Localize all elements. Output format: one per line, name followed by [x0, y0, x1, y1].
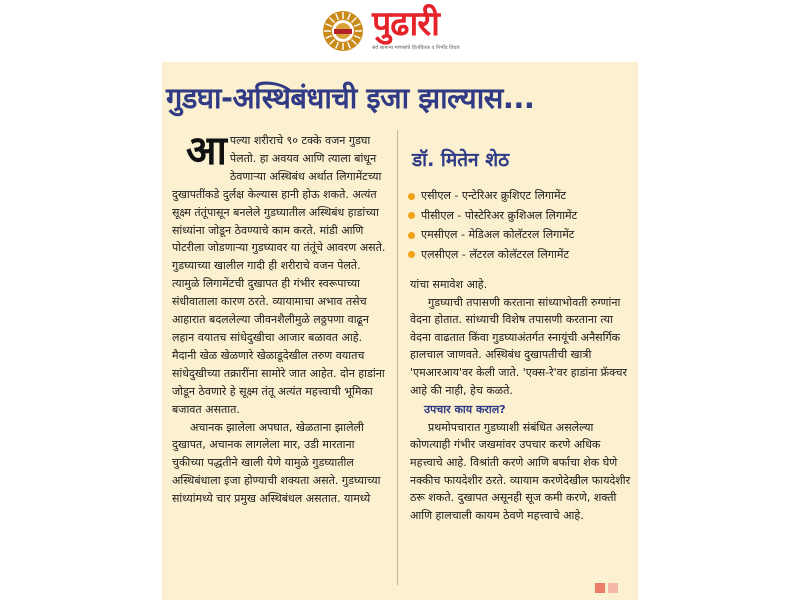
bullet-icon [408, 212, 415, 219]
paragraph: अचानक झालेला अपघात, खेळताना झालेली दुखापत, अचानक लागलेला मार, उडी मारताना चुकीच्या पद्धतीने खाली येणे यामुळे गुडघ्यातील अस्थिबंधाला इजा होण्याची शक्यता असते. गुडघ्याच्या सांध्यांमध्ये चार प्रमुख अस्थिबंधल असतात. यामध्ये [172, 420, 381, 506]
list-item-text: एसीएल - एन्टेरिअर क्रुशिएट लिगामेंट [421, 189, 567, 202]
list-item [408, 206, 630, 226]
author-byline: डॉ. मितेन शेठ [412, 149, 510, 171]
logo-emblem-icon [320, 8, 366, 54]
list-item-text: एमसीएल - मेडिअल कोलॅटरल लिगामेंट [421, 228, 575, 241]
bullet-icon [408, 232, 415, 239]
column-divider [397, 130, 398, 585]
list-item [408, 225, 630, 245]
bullet-icon [408, 251, 415, 258]
subheading: उपचार काय कराल? [424, 403, 506, 417]
ligament-list [408, 186, 630, 264]
article-headline: गुडघा-अस्थिबंधाची इजा झाल्यास... [166, 81, 535, 115]
paragraph: पल्या शरीराचे ९० टक्के वजन गुडघा पेलतो. हा अवयव आणि त्याला बांधून ठेवणाऱ्या अस्थिबंध अर्थात लिगामेंटच्या दुखापतींकडे दुर्लक्ष केल्यास हानी होऊ शकते. अत्यंत सूक्ष्म तंतूंपासून बनलेले गुडघ्यातील अस्थिबंध हाडांच्या सांध्यांना जोडून ठेवण्याचे काम करते. मांडी आणि पोटरीला जोडणाऱ्या गुडघ्यावर या तंतूंचे आवरण असते. गुडघ्याच्या खालील गादी ही शरीराचे वजन पेलते. त्यामुळे लिगामेंटची दुखापत ही गंभीर स्वरूपाच्या संधीवाताला कारण ठरते. व्यायामाचा अभाव तसेच आहारात बदललेल्या जीवनशैलीमुळे लठ्ठपणा वाढून लहान वयातच सांधेदुखीचा आजार बळावत आहे. मैदानी खेळ खेळणारे खेळाडूदेखील तरुण वयातच सांधेदुखीच्या तक्रारींना सामोरे जात आहेत. दोन हाडांना जोडून ठेवणारे हे सूक्ष्म तंतू अत्यंत महत्त्वाची भूमिका बजावत असतात. [172, 134, 386, 416]
logo-tagline: सर्व सामान्य माणसांचे हितचिंतक व निर्भीड विचार [372, 45, 460, 51]
left-column [172, 128, 388, 508]
drop-cap: आ [186, 128, 227, 174]
end-mark-icon [608, 583, 618, 593]
list-item [408, 245, 630, 265]
right-column [410, 276, 632, 524]
end-mark-icon [595, 583, 605, 593]
list-item [408, 186, 630, 206]
article-end-marks [595, 578, 621, 597]
paragraph: गुडघ्याची तपासणी करताना सांध्याभोवती रुग्णांना वेदना होतात. सांध्याची विशेष तपासणी करताना त्या वेदना वाढतात किंवा गुडघ्याअंतर्गत स्नायूंची अनैसर्गिक हालचाल जाणवते. अस्थिबंध दुखापतीची खात्री 'एमआरआय'वर केली जाते. 'एक्स-रे'वर हाडांना फ्रॅक्चर आहे की नाही, हेच कळते. [410, 295, 627, 397]
logo-wordmark[interactable]: पुढारी [372, 4, 439, 44]
bullet-icon [408, 193, 415, 200]
list-item-text: पीसीएल - पोस्टेरिअर क्रुशिअल लिगामेंट [421, 208, 578, 222]
paragraph: प्रथमोपचारात गुडघ्याशी संबंधित असलेल्या कोणत्याही गंभीर जखमांवर उपचार करणे अधिक महत्त्वाचे आहे. विश्रांती करणे आणि बर्फाचा शेक घेणे नक्कीच फायदेशीर ठरते. व्यायाम करणेदेखील फायदेशीर ठरू शकते. दुखापत असूनही सूज कमी करणे, शक्ती आणि हालचाली कायम ठेवणे महत्त्वाचे आहे. [410, 420, 631, 522]
after-list-text: यांचा समावेश आहे. [410, 278, 488, 291]
list-item-text: एलसीएल - लॅटरल कोलॅटरल लिगामेंट [421, 247, 570, 261]
